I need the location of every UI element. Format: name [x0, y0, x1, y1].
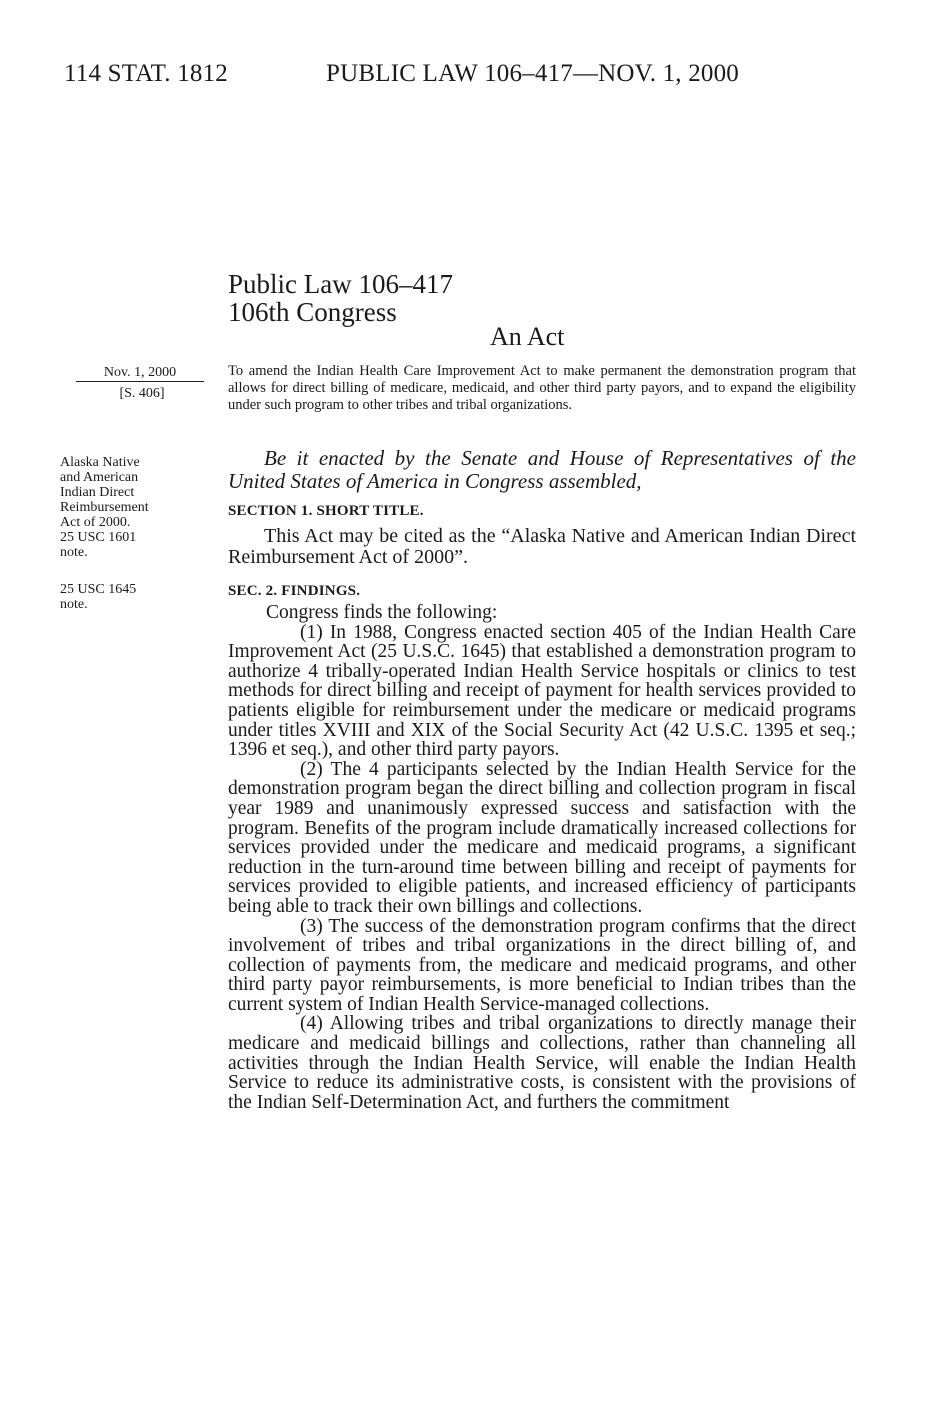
section-2-body [228, 603, 856, 1112]
law-and-date: PUBLIC LAW 106–417—NOV. 1, 2000 [326, 60, 740, 87]
enactment-date: Nov. 1, 2000 [76, 365, 204, 382]
margin-line: 25 USC 1601 [60, 530, 137, 545]
section-1-text: This Act may be cited as the “Alaska Native and American Indian Direct Reimbursement Act of 2000”. [228, 525, 856, 568]
bill-number: [S. 406] [119, 386, 165, 401]
margin-line: Indian Direct [60, 485, 135, 500]
margin-note-short-title [60, 455, 198, 560]
margin-line: note. [60, 545, 88, 560]
congress-number: 106th Congress [228, 297, 397, 327]
margin-line: Act of 2000. [60, 515, 131, 530]
finding-paragraph: (1) In 1988, Congress enacted section 405 of the Indian Health Care Improvement Act (25 U.S.C. 1645) that established a demonstration program to authorize 4 tribally-operated Indian Health Service hospitals or clinics to test methods for direct billing and receipt of payment for health services provided to patients eligible for reimbursement under the medicare or medicaid programs under titles XVIII and XIX of the Social Security Act (42 U.S.C. 1395 et seq.; 1396 et seq.), and other third party payors. [228, 621, 856, 761]
margin-line: Reimbursement [60, 500, 149, 515]
margin-line: Alaska Native [60, 455, 140, 470]
margin-note-findings [60, 582, 198, 612]
enacting-clause: Be it enacted by the Senate and House of Representatives of the United States of America in Congress assembled, [228, 446, 856, 493]
an-act-heading: An Act [490, 322, 565, 351]
margin-line: and American [60, 470, 139, 485]
title-block [228, 270, 453, 326]
section-1-heading: SECTION 1. SHORT TITLE. [228, 503, 424, 519]
margin-line: note. [60, 597, 88, 612]
purpose-statement: To amend the Indian Health Care Improvement Act to make permanent the demonstration program that allows for direct billing of medicare, medicaid, and other third party payors, and to expand the eligibility under such program to other tribes and tribal organizations. [228, 363, 856, 413]
finding-paragraph: (3) The success of the demonstration program confirms that the direct involvement of tribes and tribal organizations in the direct billing of, and collection of payments from, the medicare and medicaid programs, and other third party payor reimbursements, is more beneficial to Indian tribes than the current system of Indian Health Service-managed collections. [228, 915, 856, 1015]
finding-paragraph: (2) The 4 participants selected by the Indian Health Service for the demonstration program began the direct billing and collection program in fiscal year 1989 and unanimously expressed success and satisfaction with the program. Benefits of the program include dramatically increased collections for services provided under the medicare and medicaid programs, a significant reduction in the turn-around time between billing and receipt of payments for services provided to eligible patients, and increased efficiency of participants being able to track their own billings and collections. [228, 758, 856, 917]
section-2-heading: SEC. 2. FINDINGS. [228, 583, 361, 599]
public-law-number: Public Law 106–417 [228, 269, 453, 299]
finding-paragraph: (4) Allowing tribes and tribal organizations to directly manage their medicare and medicaid billings and collections, rather than channeling all activities through the Indian Health Service, will enable the Indian Health Service to reduce its administrative costs, is consistent with the provisions of the Indian Self-Determination Act, and furthers the commitment [228, 1013, 856, 1113]
margin-line: 25 USC 1645 [60, 582, 137, 597]
stat-citation: 114 STAT. 1812 [64, 60, 228, 87]
findings-lead: Congress finds the following: [266, 602, 498, 623]
margin-date-note [88, 365, 196, 401]
